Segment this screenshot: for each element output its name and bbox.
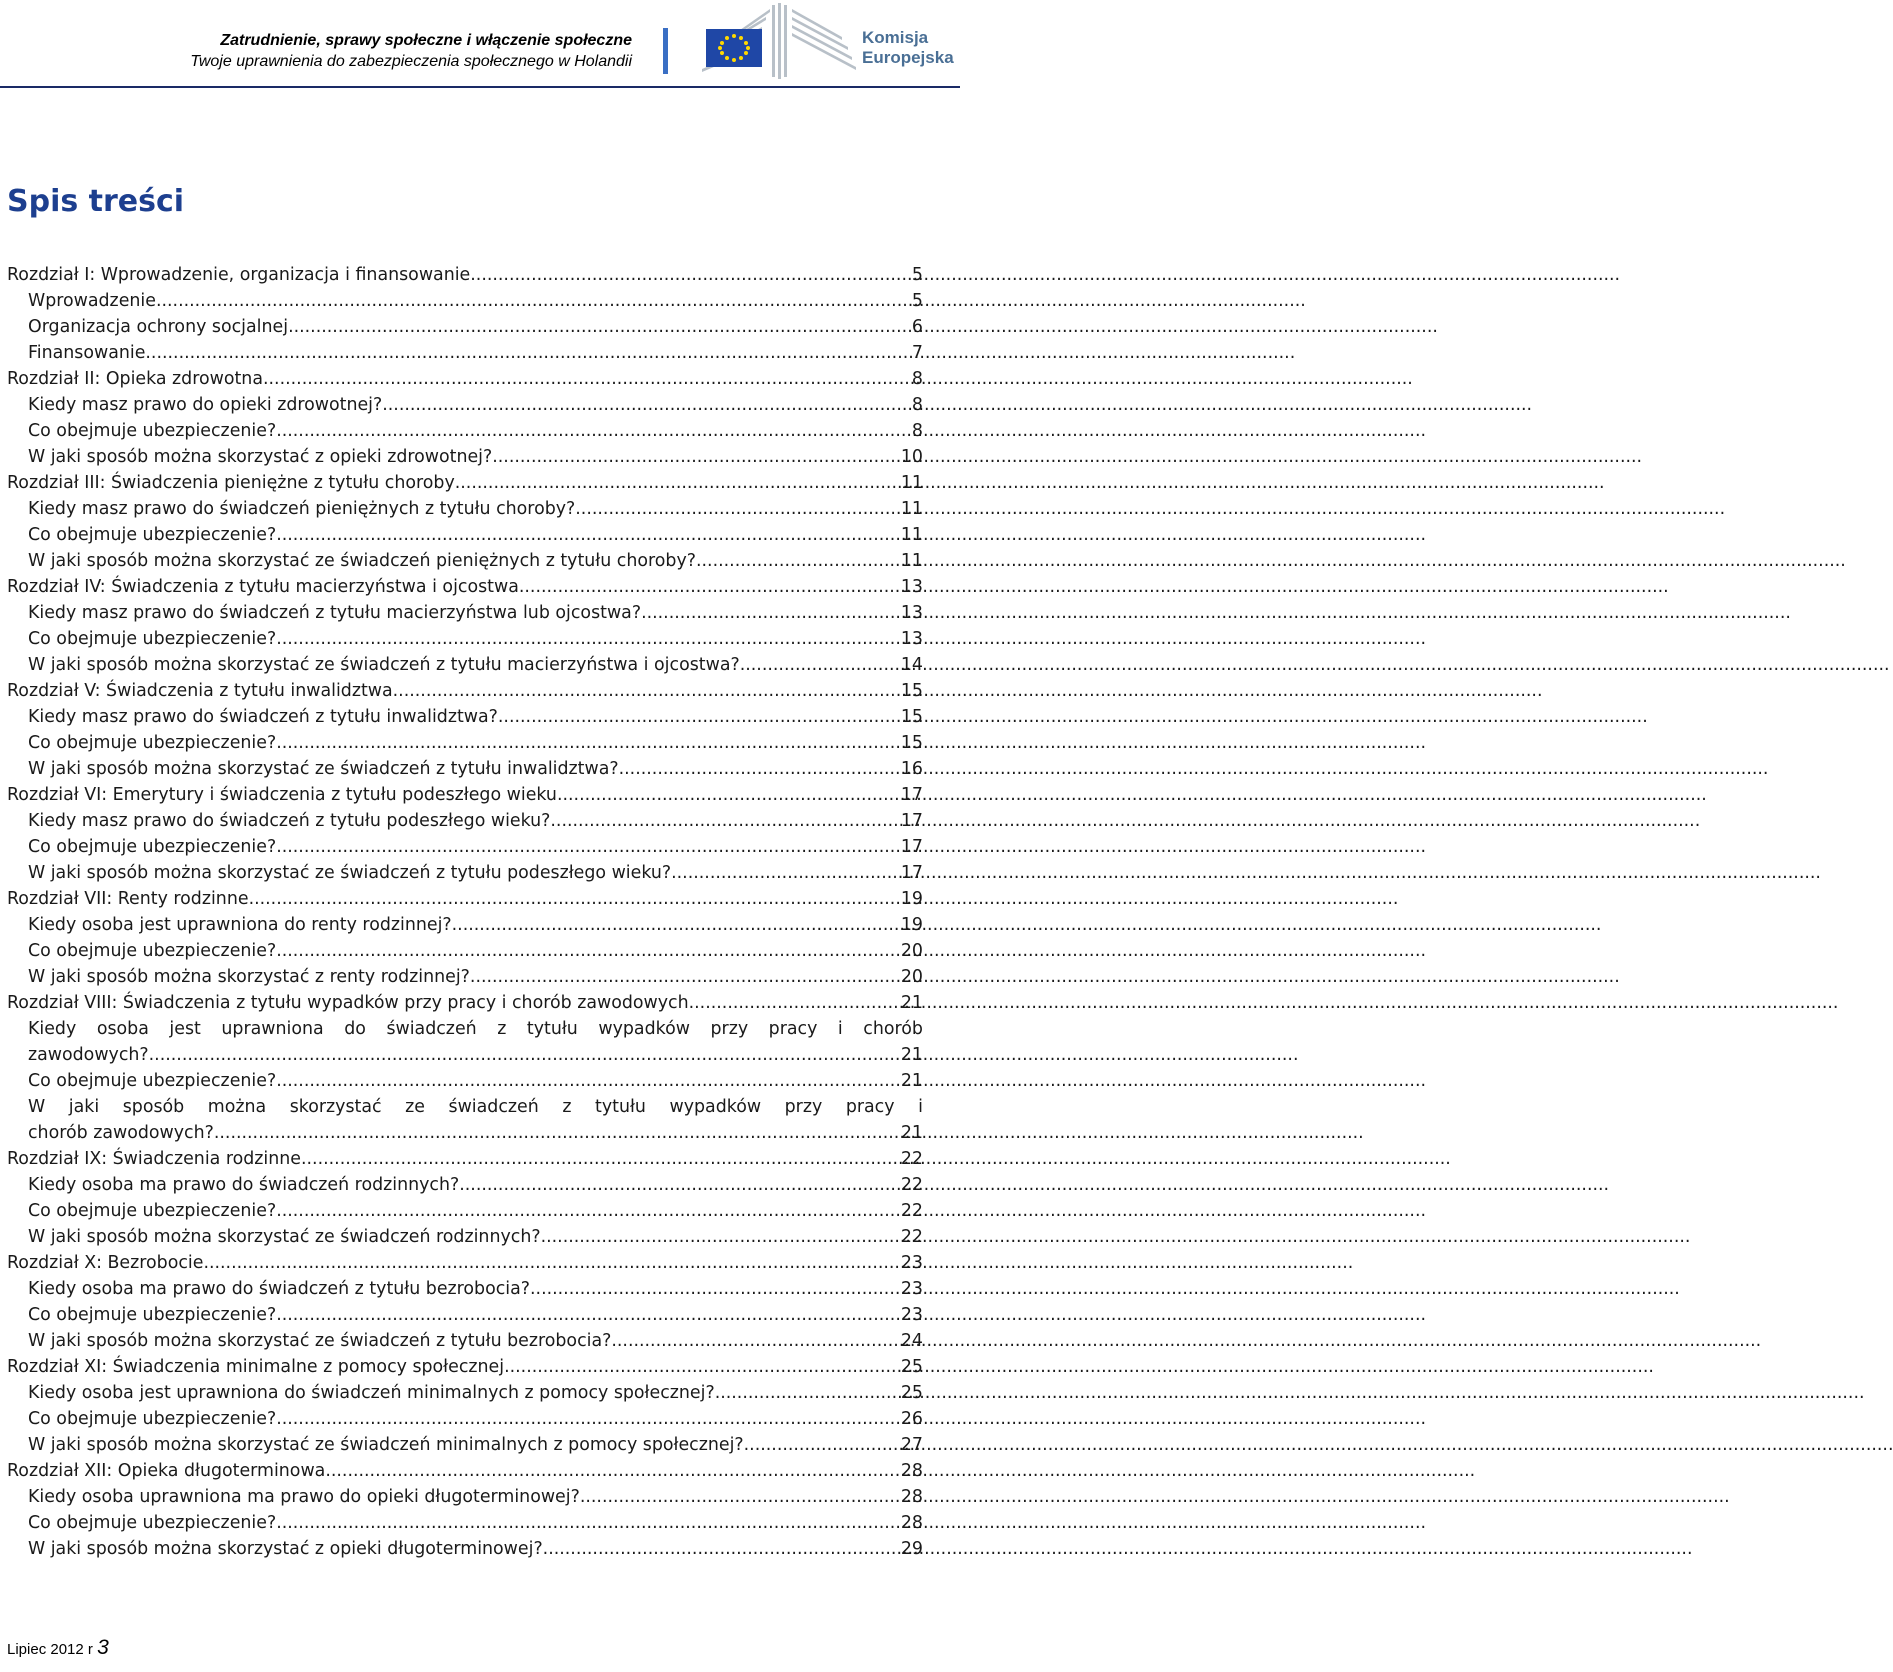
toc-entry[interactable] [7,1380,923,1406]
toc-leader-dots [689,990,901,1016]
toc-leader-dots [452,912,901,938]
toc-page-number: 17 [900,785,923,805]
toc-page-number: 13 [900,577,923,597]
toc-page-number: 7 [911,343,923,363]
toc-entry-word: można [207,1097,267,1117]
toc-entry[interactable] [7,1302,923,1328]
logo-text [862,28,954,68]
toc-page-number: 28 [900,1487,923,1507]
toc-leader-dots [276,1302,901,1328]
toc-entry[interactable] [7,834,923,860]
toc-page-number: 22 [900,1201,923,1221]
toc-leader-dots [611,1328,901,1354]
toc-chapter-entry[interactable] [7,366,923,392]
toc-entry-word: przy [784,1097,823,1117]
toc-leader-dots [276,1068,901,1094]
toc-chapter-entry[interactable] [7,1250,923,1276]
toc-entry[interactable] [7,340,923,366]
toc-page-number: 25 [900,1357,923,1377]
toc-entry-text: chorób zawodowych? [28,1123,214,1143]
footer-date: Lipiec 2012 r [7,1641,93,1658]
toc-page-number: 5 [911,265,923,285]
toc-entry-text: Co obejmuje ubezpieczenie? [28,837,277,857]
toc-entry-text: Rozdział IV: Świadczenia z tytułu macierzyństwa i ojcostwa [7,577,519,597]
header-accent-bar [663,28,668,74]
toc-page-number: 15 [900,733,923,753]
toc-entry-word: tytułu [526,1019,578,1039]
toc-page-number: 11 [900,525,923,545]
toc-entry[interactable] [7,1068,923,1094]
toc-entry[interactable] [7,418,923,444]
toc-leader-dots [744,1432,901,1458]
toc-entry-word: i [918,1097,923,1117]
toc-leader-dots [288,314,912,340]
toc-entry[interactable] [7,1120,923,1146]
toc-entry[interactable] [7,444,923,470]
toc-entry-text: Finansowanie [28,343,146,363]
toc-leader-dots [492,444,901,470]
toc-chapter-entry[interactable] [7,886,923,912]
toc-entry-text: Rozdział VI: Emerytury i świadczenia z tytułu podeszłego wieku [7,785,557,805]
toc-title: Spis treści [7,184,185,219]
toc-entry-word: jaki [68,1097,100,1117]
toc-page-number: 8 [911,395,923,415]
toc-leader-dots [470,964,901,990]
toc-entry-word: skorzystać [289,1097,382,1117]
toc-chapter-entry[interactable] [7,678,923,704]
toc-entry-text: W jaki sposób można skorzystać ze świadczeń pieniężnych z tytułu choroby? [28,551,696,571]
toc-page-number: 21 [900,993,923,1013]
toc-leader-dots [696,548,901,574]
toc-leader-dots [541,1224,901,1250]
toc-entry-text: Co obejmuje ubezpieczenie? [28,1305,277,1325]
toc-entry-text: Kiedy masz prawo do opieki zdrowotnej? [28,395,383,415]
toc-page-number: 17 [900,837,923,857]
toc-page-number: 22 [900,1227,923,1247]
toc-leader-dots [519,574,901,600]
toc-entry-text: Rozdział I: Wprowadzenie, organizacja i finansowanie [7,265,471,285]
toc-leader-dots [149,1042,901,1068]
toc-entry-word: do [344,1019,366,1039]
toc-entry-text: Co obejmuje ubezpieczenie? [28,421,277,441]
toc-leader-dots [156,288,912,314]
toc-leader-dots [301,1146,901,1172]
toc-entry-text: Rozdział VII: Renty rodzinne [7,889,249,909]
toc-entry-word: wypadków [598,1019,690,1039]
table-of-contents [7,262,923,1562]
toc-page-number: 28 [900,1461,923,1481]
toc-leader-dots [459,1172,901,1198]
toc-chapter-entry[interactable] [7,262,923,288]
toc-entry[interactable] [7,1510,923,1536]
toc-leader-dots [580,1484,901,1510]
toc-page-number: 11 [900,499,923,519]
toc-entry-text: Kiedy osoba ma prawo do świadczeń rodzinnych? [28,1175,460,1195]
toc-leader-dots [276,730,901,756]
toc-entry[interactable] [7,1224,923,1250]
toc-entry[interactable] [7,860,923,886]
toc-entry-word: tytułu [595,1097,646,1117]
toc-page-number: 5 [911,291,923,311]
logo-text-line-1: Komisja [862,28,929,47]
toc-entry[interactable] [7,600,923,626]
toc-entry-text: Co obejmuje ubezpieczenie? [28,1409,277,1429]
toc-entry-word: uprawniona [221,1019,324,1039]
toc-entry[interactable] [7,652,923,678]
toc-entry-text: Co obejmuje ubezpieczenie? [28,1201,277,1221]
toc-entry-word: świadczeń [448,1097,539,1117]
toc-entry-text: Rozdział X: Bezrobocie [7,1253,204,1273]
toc-entry[interactable] [7,1536,923,1562]
toc-entry[interactable] [7,1406,923,1432]
toc-leader-dots [543,1536,901,1562]
toc-leader-dots [557,782,901,808]
toc-page-number: 26 [900,1409,923,1429]
toc-leader-dots [276,418,912,444]
toc-page-number: 15 [900,707,923,727]
toc-entry-word: jest [169,1019,201,1039]
header-titles [190,30,632,72]
header-title: Zatrudnienie, sprawy społeczne i włączenie społeczne [220,32,632,49]
toc-leader-dots [203,1250,900,1276]
toc-entry-text: Rozdział XII: Opieka długoterminowa [7,1461,326,1481]
toc-page-number: 13 [900,629,923,649]
toc-entry-text: Rozdział III: Świadczenia pieniężne z tytułu choroby [7,473,455,493]
toc-page-number: 15 [900,681,923,701]
toc-page-number: 25 [900,1383,923,1403]
toc-leader-dots [276,1406,901,1432]
toc-entry[interactable] [7,392,923,418]
toc-page-number: 10 [900,447,923,467]
toc-leader-dots [276,522,901,548]
toc-entry-text: Co obejmuje ubezpieczenie? [28,733,277,753]
header-subtitle: Twoje uprawnienia do zabezpieczenia społecznego w Holandii [190,53,632,70]
toc-entry-text: Kiedy osoba ma prawo do świadczeń z tytułu bezrobocia? [28,1279,531,1299]
toc-leader-dots [550,808,900,834]
toc-entry-text: Kiedy osoba jest uprawniona do renty rodzinnej? [28,915,452,935]
toc-chapter-entry[interactable] [7,574,923,600]
toc-leader-dots [498,704,901,730]
toc-entry[interactable] [7,808,923,834]
toc-leader-dots [715,1380,901,1406]
toc-leader-dots [249,886,901,912]
toc-leader-dots [575,496,901,522]
toc-entry-text: Rozdział V: Świadczenia z tytułu inwalidztwa [7,681,393,701]
toc-entry-text: Co obejmuje ubezpieczenie? [28,525,277,545]
toc-leader-dots [276,626,901,652]
toc-leader-dots [455,470,901,496]
footer-page-number: 3 [97,1636,109,1659]
toc-page-number: 21 [900,1071,923,1091]
toc-entry[interactable] [7,1484,923,1510]
toc-entry-text: Kiedy masz prawo do świadczeń z tytułu macierzyństwa lub ojcostwa? [28,603,642,623]
toc-entry[interactable] [7,704,923,730]
toc-page-number: 22 [900,1175,923,1195]
toc-page-number: 29 [900,1539,923,1559]
toc-page-number: 20 [900,941,923,961]
toc-entry[interactable] [7,522,923,548]
toc-page-number: 11 [900,473,923,493]
toc-page-number: 8 [911,369,923,389]
toc-entry-text: W jaki sposób można skorzystać ze świadczeń minimalnych z pomocy społecznej? [28,1435,744,1455]
page-header [0,0,960,90]
toc-entry-word: świadczeń [386,1019,477,1039]
toc-entry-text: Wprowadzenie [28,291,156,311]
toc-leader-dots [276,1510,901,1536]
toc-entry[interactable] [7,1328,923,1354]
toc-leader-dots [671,860,901,886]
toc-entry-line[interactable] [7,1016,923,1042]
toc-page-number: 8 [911,421,923,441]
toc-chapter-entry[interactable] [7,1146,923,1172]
toc-entry[interactable] [7,912,923,938]
toc-entry[interactable] [7,730,923,756]
toc-entry-word: wypadków [669,1097,762,1117]
toc-entry[interactable] [7,314,923,340]
toc-chapter-entry[interactable] [7,990,923,1016]
toc-entry-text: W jaki sposób można skorzystać ze świadczeń z tytułu bezrobocia? [28,1331,612,1351]
toc-chapter-entry[interactable] [7,1458,923,1484]
toc-leader-dots [619,756,901,782]
toc-page-number: 13 [900,603,923,623]
toc-entry[interactable] [7,626,923,652]
toc-entry[interactable] [7,938,923,964]
toc-leader-dots [504,1354,901,1380]
toc-entry-text: W jaki sposób można skorzystać z opieki długoterminowej? [28,1539,543,1559]
toc-entry-word: z [497,1019,507,1039]
toc-page-number: 17 [900,863,923,883]
toc-page-number: 11 [900,551,923,571]
toc-leader-dots [276,1198,901,1224]
toc-entry-word: Kiedy [28,1019,77,1039]
toc-entry-word: pracy [845,1097,895,1117]
toc-entry[interactable] [7,288,923,314]
toc-page-number: 19 [900,915,923,935]
toc-leader-dots [276,938,901,964]
toc-entry[interactable] [7,1172,923,1198]
toc-leader-dots [641,600,901,626]
toc-entry-text: Rozdział IX: Świadczenia rodzinne [7,1149,301,1169]
toc-entry-text: Kiedy masz prawo do świadczeń pieniężnych z tytułu choroby? [28,499,576,519]
toc-entry-text: W jaki sposób można skorzystać z renty rodzinnej? [28,967,470,987]
toc-entry-word: ze [405,1097,425,1117]
toc-entry-text: W jaki sposób można skorzystać z opieki zdrowotnej? [28,447,493,467]
toc-leader-dots [325,1458,901,1484]
toc-leader-dots [393,678,901,704]
toc-entry-word: W [28,1097,46,1117]
toc-entry[interactable] [7,496,923,522]
toc-entry-text: Kiedy osoba jest uprawniona do świadczeń minimalnych z pomocy społecznej? [28,1383,715,1403]
toc-page-number: 21 [900,1123,923,1143]
toc-entry[interactable] [7,964,923,990]
header-divider [0,86,960,88]
toc-page-number: 23 [900,1279,923,1299]
toc-page-number: 21 [900,1045,923,1065]
toc-entry-word: osoba [96,1019,149,1039]
toc-entry-word: sposób [122,1097,185,1117]
toc-leader-dots [276,834,901,860]
page-footer [7,1636,109,1660]
toc-entry[interactable] [7,1276,923,1302]
toc-chapter-entry[interactable] [7,470,923,496]
toc-entry-word: z [562,1097,572,1117]
toc-entry-text: Co obejmuje ubezpieczenie? [28,1071,277,1091]
toc-leader-dots [382,392,912,418]
toc-page-number: 14 [900,655,923,675]
toc-entry[interactable] [7,1432,923,1458]
toc-entry-text: zawodowych? [28,1045,149,1065]
toc-entry-text: Co obejmuje ubezpieczenie? [28,629,277,649]
toc-page-number: 17 [900,811,923,831]
toc-entry-text: W jaki sposób można skorzystać ze świadczeń z tytułu inwalidztwa? [28,759,619,779]
toc-entry-text: Co obejmuje ubezpieczenie? [28,1513,277,1533]
toc-entry-text: W jaki sposób można skorzystać ze świadczeń z tytułu macierzyństwa i ojcostwa? [28,655,740,675]
toc-entry-text: Rozdział II: Opieka zdrowotna [7,369,263,389]
toc-leader-dots [530,1276,901,1302]
toc-entry[interactable] [7,548,923,574]
toc-leader-dots [740,652,901,678]
toc-entry-line[interactable] [7,1094,923,1120]
toc-entry-text: Kiedy osoba uprawniona ma prawo do opieki długoterminowej? [28,1487,580,1507]
logo-text-line-2: Europejska [862,48,954,67]
toc-entry-text: Rozdział VIII: Świadczenia z tytułu wypadków przy pracy i chorób zawodowych [7,993,689,1013]
toc-entry-text: Organizacja ochrony socjalnej [28,317,289,337]
toc-entry[interactable] [7,756,923,782]
toc-entry-text: W jaki sposób można skorzystać ze świadczeń rodzinnych? [28,1227,541,1247]
toc-page-number: 28 [900,1513,923,1533]
toc-page-number: 19 [900,889,923,909]
toc-entry[interactable] [7,1198,923,1224]
toc-entry-text: Kiedy masz prawo do świadczeń z tytułu podeszłego wieku? [28,811,551,831]
toc-page-number: 22 [900,1149,923,1169]
toc-entry-word: chorób [863,1019,923,1039]
toc-page-number: 6 [911,317,923,337]
toc-leader-dots [470,262,912,288]
toc-page-number: 24 [900,1331,923,1351]
toc-page-number: 23 [900,1305,923,1325]
toc-page-number: 27 [900,1435,923,1455]
toc-chapter-entry[interactable] [7,1354,923,1380]
toc-leader-dots [214,1120,901,1146]
toc-entry-text: Kiedy masz prawo do świadczeń z tytułu inwalidztwa? [28,707,498,727]
toc-entry-text: Co obejmuje ubezpieczenie? [28,941,277,961]
toc-page-number: 16 [900,759,923,779]
toc-entry-text: Rozdział XI: Świadczenia minimalne z pomocy społecznej [7,1357,505,1377]
toc-chapter-entry[interactable] [7,782,923,808]
toc-page-number: 23 [900,1253,923,1273]
toc-entry-word: przy [710,1019,749,1039]
toc-page-number: 20 [900,967,923,987]
toc-entry-text: W jaki sposób można skorzystać ze świadczeń z tytułu podeszłego wieku? [28,863,672,883]
toc-entry[interactable] [7,1042,923,1068]
toc-entry-word: pracy [768,1019,818,1039]
toc-entry-word: i [837,1019,843,1039]
toc-leader-dots [145,340,912,366]
toc-leader-dots [263,366,912,392]
